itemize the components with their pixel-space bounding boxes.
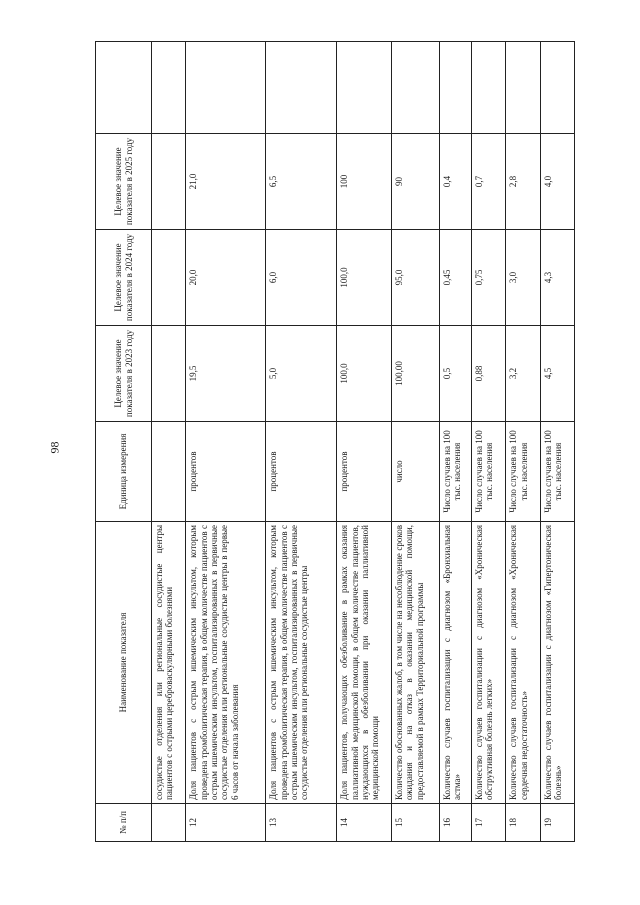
header-unit: Единица измерения <box>96 422 152 522</box>
unit-of-measure: Число случаев на 100 тыс. населения <box>440 422 472 522</box>
value-2023: 0,88 <box>472 326 506 422</box>
row-number: 14 <box>337 804 392 842</box>
value-2025: 100 <box>337 134 392 230</box>
cont-2024-cell <box>152 230 186 326</box>
row-number: 13 <box>266 804 337 842</box>
rotated-table-area <box>95 42 575 842</box>
extra-cell <box>392 42 440 134</box>
indicator-name: Количество случаев госпитализации с диагнозом «Бронхиальная астма» <box>440 522 472 804</box>
value-2025: 21,0 <box>186 134 266 230</box>
header-2025: Целевое значение показателя в 2025 году <box>96 134 152 230</box>
value-2024: 6,0 <box>266 230 337 326</box>
value-2024: 0,45 <box>440 230 472 326</box>
indicator-name: Количество случаев госпитализации с диагнозом «Хроническая обструктивная болезнь легких» <box>472 522 506 804</box>
header-row <box>96 42 152 842</box>
value-2023: 100,0 <box>337 326 392 422</box>
table-row <box>506 42 540 842</box>
unit-of-measure: число <box>392 422 440 522</box>
indicator-name: Доля пациентов с острым ишемическим инсультом, которым проведена тромболитическая терапия, в общем количестве пациентов с острым ишемическим инсультом, госпитализированных в первичные сосудистые отделения или региональные сосудистые центры <box>266 522 337 804</box>
indicators-table <box>95 41 575 842</box>
unit-of-measure: Число случаев на 100 тыс. населения <box>506 422 540 522</box>
row-number: 16 <box>440 804 472 842</box>
continuation-text: сосудистые отделения или региональные сосудистые центры пациентов с острыми цереброваскулярными болезнями <box>152 522 186 804</box>
indicator-name: Доля пациентов, получающих обезболивание в рамках оказания паллиативной медицинской помощи, в общем количестве пациентов, нуждающихся в обезболивании при оказании паллиативной медицинской помощи <box>337 522 392 804</box>
row-number: 19 <box>540 804 574 842</box>
table-row <box>540 42 574 842</box>
unit-of-measure: процентов <box>337 422 392 522</box>
extra-cell <box>266 42 337 134</box>
value-2024: 0,75 <box>472 230 506 326</box>
table-row <box>472 42 506 842</box>
row-number: 17 <box>472 804 506 842</box>
table-row <box>337 42 392 842</box>
value-2025: 4,0 <box>540 134 574 230</box>
unit-of-measure: процентов <box>186 422 266 522</box>
value-2025: 6,5 <box>266 134 337 230</box>
value-2023: 100,00 <box>392 326 440 422</box>
value-2024: 4,3 <box>540 230 574 326</box>
value-2024: 3,0 <box>506 230 540 326</box>
cont-num-cell <box>152 804 186 842</box>
value-2025: 2,8 <box>506 134 540 230</box>
indicator-name: Количество случаев госпитализации с диагнозом «Хроническая сердечная недостаточность» <box>506 522 540 804</box>
indicator-name: Доля пациентов с острым ишемическим инсультом, которым проведена тромболитическая терапия, в общем количестве пациентов с острым ишемическим инсультом, госпитализированных в первичные сосудистые отделения или региональные сосудистые центры в первые 6 часов от начала заболевания <box>186 522 266 804</box>
page-number: 98 <box>47 441 62 454</box>
cont-unit-cell <box>152 422 186 522</box>
value-2023: 0,5 <box>440 326 472 422</box>
value-2023: 4,5 <box>540 326 574 422</box>
table-row <box>392 42 440 842</box>
unit-of-measure: Число случаев на 100 тыс. населения <box>540 422 574 522</box>
header-2024: Целевое значение показателя в 2024 году <box>96 230 152 326</box>
row-number: 15 <box>392 804 440 842</box>
header-empty <box>96 42 152 134</box>
continuation-row <box>152 42 186 842</box>
extra-cell <box>440 42 472 134</box>
extra-cell <box>506 42 540 134</box>
header-2023: Целевое значение показателя в 2023 году <box>96 326 152 422</box>
table-row <box>186 42 266 842</box>
extra-cell <box>540 42 574 134</box>
value-2024: 100,0 <box>337 230 392 326</box>
extra-cell <box>186 42 266 134</box>
unit-of-measure: процентов <box>266 422 337 522</box>
indicator-name: Количество случаев госпитализации с диагнозом «Гипертоническая болезнь» <box>540 522 574 804</box>
row-number: 12 <box>186 804 266 842</box>
unit-of-measure: Число случаев на 100 тыс. населения <box>472 422 506 522</box>
table-row <box>440 42 472 842</box>
value-2023: 19,5 <box>186 326 266 422</box>
cont-2025-cell <box>152 134 186 230</box>
value-2025: 0,4 <box>440 134 472 230</box>
indicator-name: Количество обоснованных жалоб, в том числе на несоблюдение сроков ожидания и на отказ в оказании медицинской помощи, предоставляемой в рамках Территориальной программы <box>392 522 440 804</box>
cont-extra-cell <box>152 42 186 134</box>
table-row <box>266 42 337 842</box>
header-name: Наименование показателя <box>96 522 152 804</box>
extra-cell <box>472 42 506 134</box>
value-2023: 5,0 <box>266 326 337 422</box>
value-2024: 95,0 <box>392 230 440 326</box>
header-num: № п/п <box>96 804 152 842</box>
extra-cell <box>337 42 392 134</box>
row-number: 18 <box>506 804 540 842</box>
value-2024: 20,0 <box>186 230 266 326</box>
value-2025: 0,7 <box>472 134 506 230</box>
value-2023: 3,2 <box>506 326 540 422</box>
value-2025: 90 <box>392 134 440 230</box>
table-wrapper <box>95 42 575 842</box>
cont-2023-cell <box>152 326 186 422</box>
